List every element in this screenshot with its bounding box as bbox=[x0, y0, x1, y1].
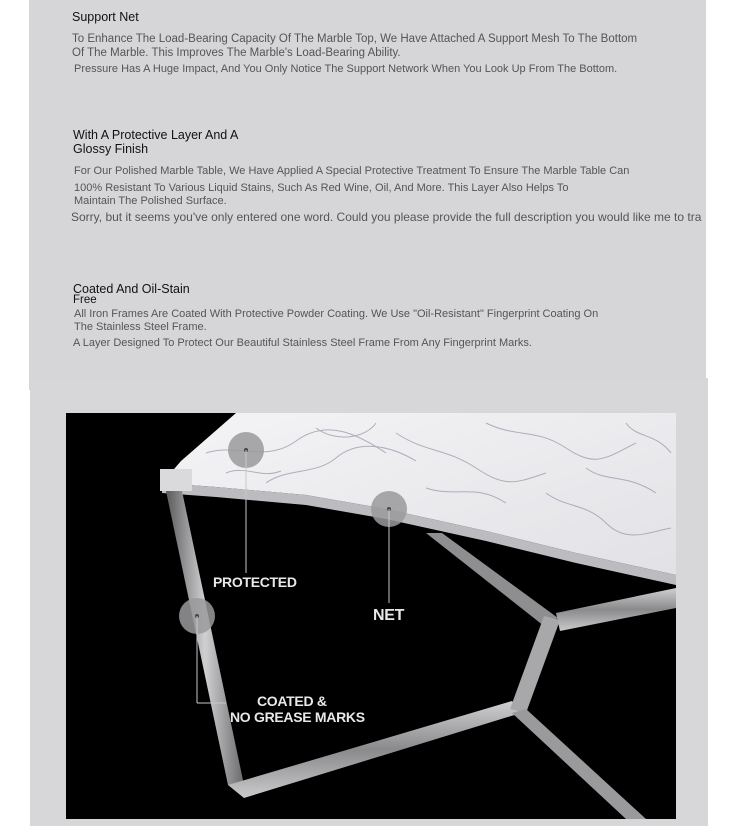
section-body-line: A Layer Designed To Protect Our Beautiful Stainless Steel Frame From Any Fingerprint Marks. bbox=[73, 337, 532, 349]
section-body-line: Maintain The Polished Surface. bbox=[74, 195, 227, 207]
section-heading-support-net: Support Net bbox=[72, 10, 139, 24]
section-body-line: For Our Polished Marble Table, We Have Applied A Special Protective Treatment To Ensure The Marble Table Can bbox=[74, 165, 630, 177]
frame-corner bbox=[160, 469, 192, 491]
section-body-line: 100% Resistant To Various Liquid Stains, Such As Red Wine, Oil, And More. This Layer Also Helps To bbox=[74, 182, 569, 194]
callout-protected-label: PROTECTED bbox=[213, 574, 297, 590]
section-body-line: The Stainless Steel Frame. bbox=[74, 321, 207, 333]
marble-table-illustration bbox=[66, 413, 676, 819]
section-body-line: All Iron Frames Are Coated With Protective Powder Coating. We Use "Oil-Resistant" Fingerprint Coating On bbox=[74, 308, 599, 320]
section-body-line: Pressure Has A Huge Impact, And You Only Notice The Support Network When You Look Up From The Bottom. bbox=[74, 63, 618, 75]
section-heading-protective-layer: With A Protective Layer And A bbox=[73, 128, 239, 142]
section-heading-coated: Coated And Oil-Stain bbox=[73, 282, 190, 296]
section-heading-protective-layer-line2: Glossy Finish bbox=[73, 142, 149, 156]
section-heading-coated-line2: Free bbox=[73, 294, 97, 306]
section-body-line: To Enhance The Load-Bearing Capacity Of The Marble Top, We Have Attached A Support Mesh To The Bottom bbox=[72, 33, 638, 45]
callout-coated-label: COATED & bbox=[257, 693, 327, 709]
frame-middle-joint bbox=[510, 616, 560, 713]
frame-lower-right bbox=[512, 709, 646, 819]
frame-right-arm bbox=[556, 588, 676, 631]
frame-left-leg bbox=[166, 491, 244, 785]
callout-coated-label-line2: NO GREASE MARKS bbox=[230, 709, 365, 725]
marble-table-photo bbox=[66, 413, 676, 819]
callout-net-label: NET bbox=[373, 607, 405, 624]
section-extra-line: Sorry, but it seems you've only entered one word. Could you please provide the full description you would like me to tra bbox=[71, 210, 702, 224]
section-body-line: Of The Marble. This Improves The Marble's Load-Bearing Ability. bbox=[72, 47, 401, 59]
